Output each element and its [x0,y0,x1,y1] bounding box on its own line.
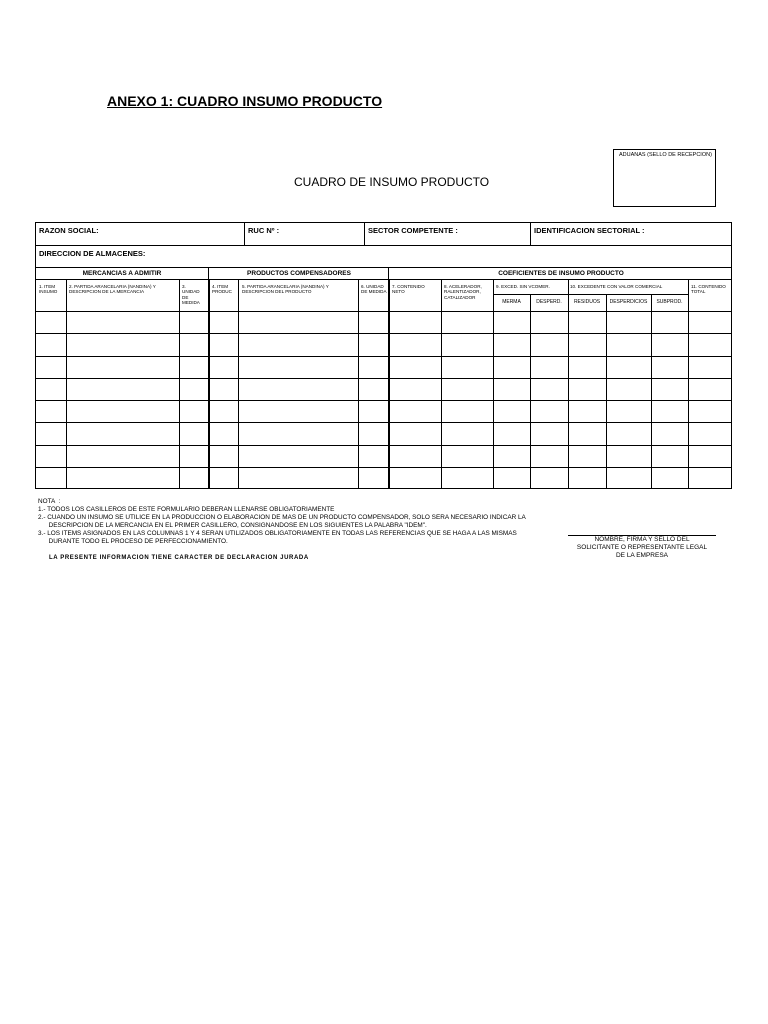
col-unidad-medida-producto: 6. UNIDAD DE MEDIDA [361,284,387,295]
col-excedente-sin-valor: 9. EXCED. SIN VCOMER. [496,284,550,289]
ruc-label: RUC Nº : [248,226,280,235]
col-acelerador: 8. ACELERADOR, RALENTIZADOR, CATALIZADOR [444,284,482,300]
col-item-insumo: 1. ITEM INSUMO [39,284,58,295]
page-title: ANEXO 1: CUADRO INSUMO PRODUCTO [107,93,383,109]
row-separator [36,333,731,334]
note-item: DURANTE TODO EL PROCESO DE PERFECCIONAMIENTO. [38,538,228,545]
notes-block [38,498,568,546]
insumo-producto-table [35,268,732,489]
subcol-subprod: SUBPROD. [656,299,683,305]
razon-social-label: RAZON SOCIAL: [39,226,99,235]
row-separator [36,445,731,446]
row-separator [36,467,731,468]
sector-label: SECTOR COMPETENTE : [368,226,458,235]
note-item: 2.- CUANDO UN INSUMO SE UTILICE EN LA PRODUCCION O ELABORACION DE MAS DE UN PRODUCTO COMPENSADOR, SOLO SERA NECESARIO INDICAR LA [38,514,526,521]
signature-caption: NOMBRE, FIRMA Y SELLO DEL SOLICITANTE O REPRESENTANTE LEGAL DE LA EMPRESA [576,536,708,559]
subcol-merma: MERMA [502,299,521,305]
subcol-desperd: DESPERD. [536,299,562,305]
note-item: 1.- TODOS LOS CASILLEROS DE ESTE FORMULARIO DEBERAN LLENARSE OBLIGATORIAMENTE [38,506,335,513]
sworn-declaration: LA PRESENTE INFORMACION TIENE CARACTER DE DECLARACION JURADA [49,555,309,561]
note-item: DESCRIPCION DE LA MERCANCIA EN EL PRIMER CASILLERO, CONSIGNANDOSE EN LOS SIGUIENTES LA PALABRA "IDEM". [38,522,427,529]
subcol-desperdicios: DESPERDICIOS [609,299,648,305]
group-coeficientes: COEFICIENTES DE INSUMO PRODUCTO [498,270,624,277]
row-separator [36,378,731,379]
identificacion-label: IDENTIFICACION SECTORIAL : [534,226,645,235]
customs-stamp-box [613,149,716,207]
group-mercancias: MERCANCIAS A ADMITIR [82,270,162,277]
company-header-block [35,222,732,268]
row-separator [36,400,731,401]
col-partida-mercancia: 2. PARTIDA ARANCELARIA (NANDINA) Y DESCRIPCION DE LA MERCANCIA [69,284,156,295]
notes-heading: NOTA : [38,498,61,505]
col-partida-producto: 5. PARTIDA ARANCELARIA (NANDINA) Y DESCRIPCION DEL PRODUCTO [242,284,329,295]
group-productos: PRODUCTOS COMPENSADORES [247,270,351,277]
subcol-residuos: RESIDUOS [573,299,601,305]
row-separator [36,422,731,423]
col-contenido-total: 11. CONTENIDO TOTAL [691,284,726,295]
col-item-producto: 4. ITEM PRODUC [212,284,232,295]
col-excedente-con-valor: 10. EXCEDENTE CON VALOR COMERCIAL [570,284,663,289]
stamp-label: ADUANAS (SELLO DE RECEPCION) [619,152,712,158]
row-separator [36,356,731,357]
col-unidad-medida: 3. UNIDAD DE MEDIDA [182,284,200,306]
note-item: 3.- LOS ITEMS ASIGNADOS EN LAS COLUMNAS 1 Y 4 SERAN UTILIZADOS OBLIGATORIAMENTE EN TODAS LAS REFERENCIAS QUE SE HAGA A LAS MISMAS [38,530,517,537]
form-subtitle: CUADRO DE INSUMO PRODUCTO [294,175,490,189]
direccion-label: DIRECCION DE ALMACENES: [39,249,146,258]
col-contenido-neto: 7. CONTENIDO NETO [392,284,425,295]
